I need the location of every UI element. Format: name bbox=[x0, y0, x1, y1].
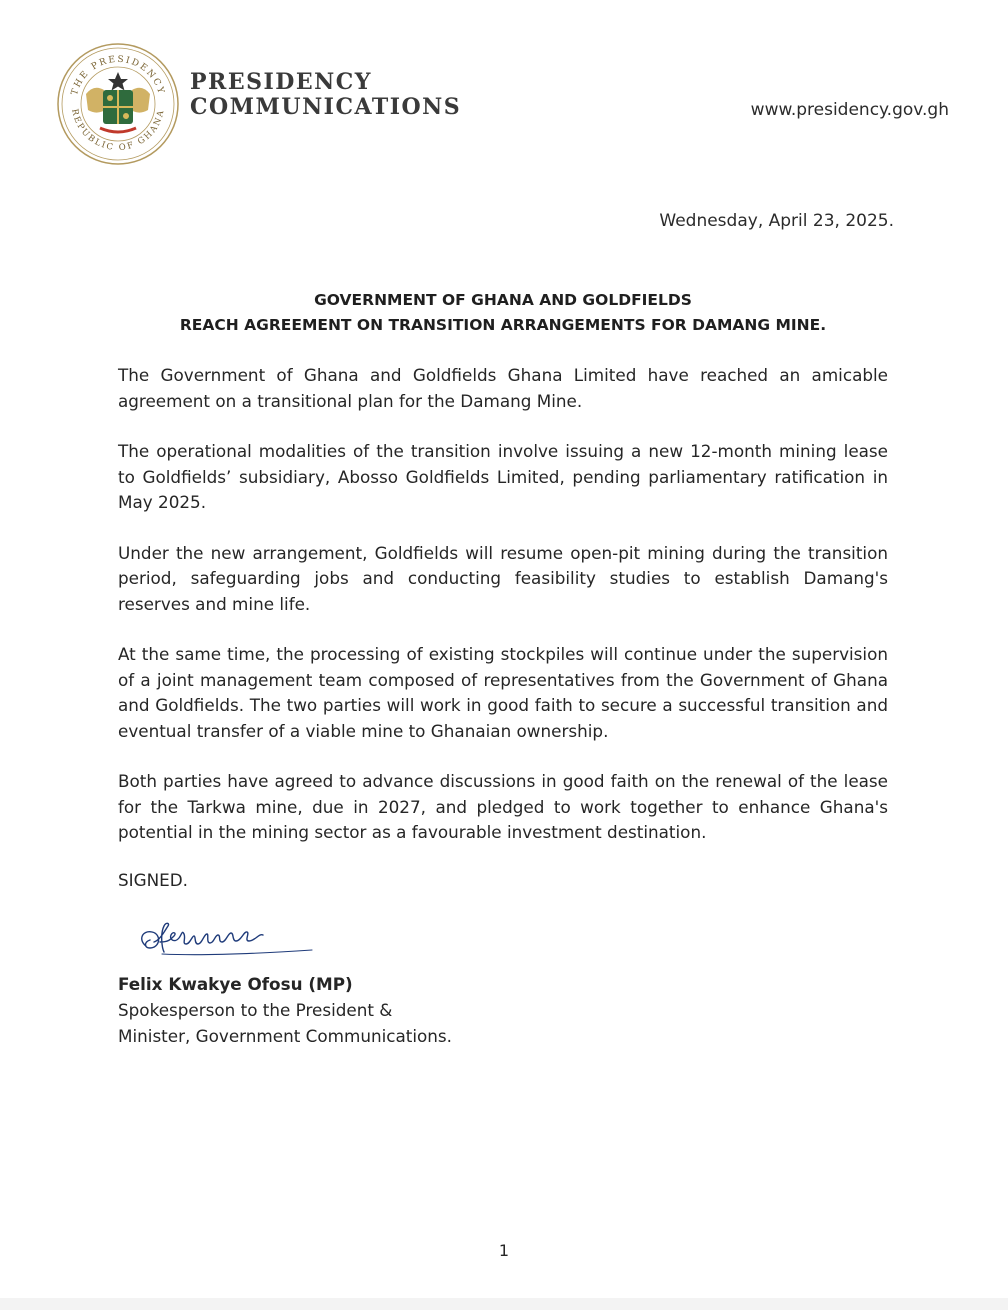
body-paragraph: Under the new arrangement, Goldfields will resume open-pit mining during the transition period, safeguarding jobs and conducting feasibility studies to establish Damang's reserves and mine life. bbox=[118, 542, 888, 614]
page-number: 1 bbox=[498, 1241, 510, 1260]
signed-label: SIGNED. bbox=[118, 870, 189, 890]
title-line-1: GOVERNMENT OF GHANA AND GOLDFIELDS bbox=[314, 291, 692, 309]
brand-name bbox=[190, 70, 461, 120]
signatory-name: Felix Kwakye Ofosu (MP) bbox=[118, 974, 353, 994]
document-body bbox=[118, 363, 888, 871]
signatory-role-line-2: Minister, Government Communications. bbox=[118, 1026, 452, 1046]
document-date: Wednesday, April 23, 2025. bbox=[659, 211, 894, 231]
brand-line-presidency: PRESIDENCY bbox=[190, 69, 372, 95]
document-title bbox=[118, 288, 888, 338]
presidency-seal-icon bbox=[56, 42, 180, 166]
signatory-role-line-1: Spokesperson to the President & bbox=[118, 1000, 393, 1020]
brand-line-communications: COMMUNICATIONS bbox=[190, 94, 462, 120]
body-paragraph: The operational modalities of the transition involve issuing a new 12-month mining lease to Goldfields’ subsidiary, Abosso Goldfields Limited, pending parliamentary ratification in May 2025. bbox=[118, 441, 888, 512]
body-paragraph: The Government of Ghana and Goldfields Ghana Limited have reached an amicable agreement on a transitional plan for the Damang Mine. bbox=[118, 365, 888, 411]
body-paragraph: Both parties have agreed to advance discussions in good faith on the renewal of the lease for the Tarkwa mine, due in 2027, and pledged to work together to enhance Ghana's potential in the mining sector as a favourable investment destination. bbox=[118, 771, 888, 842]
handwritten-signature bbox=[132, 918, 322, 968]
seal-top-text: THE PRESIDENCY bbox=[69, 54, 167, 97]
website-link[interactable]: www.presidency.gov.gh bbox=[750, 100, 949, 120]
title-line-2: REACH AGREEMENT ON TRANSITION ARRANGEMENTS FOR DAMANG MINE. bbox=[179, 316, 827, 334]
signatory-block bbox=[118, 971, 452, 1049]
seal-bottom-text: REPUBLIC OF GHANA bbox=[69, 108, 167, 154]
body-paragraph: At the same time, the processing of existing stockpiles will continue under the supervision of a joint management team composed of representatives from the Government of Ghana and Goldfields. The two parties will work in good faith to secure a successful transition and eventual transfer of a viable mine to Ghanaian ownership. bbox=[118, 644, 888, 741]
